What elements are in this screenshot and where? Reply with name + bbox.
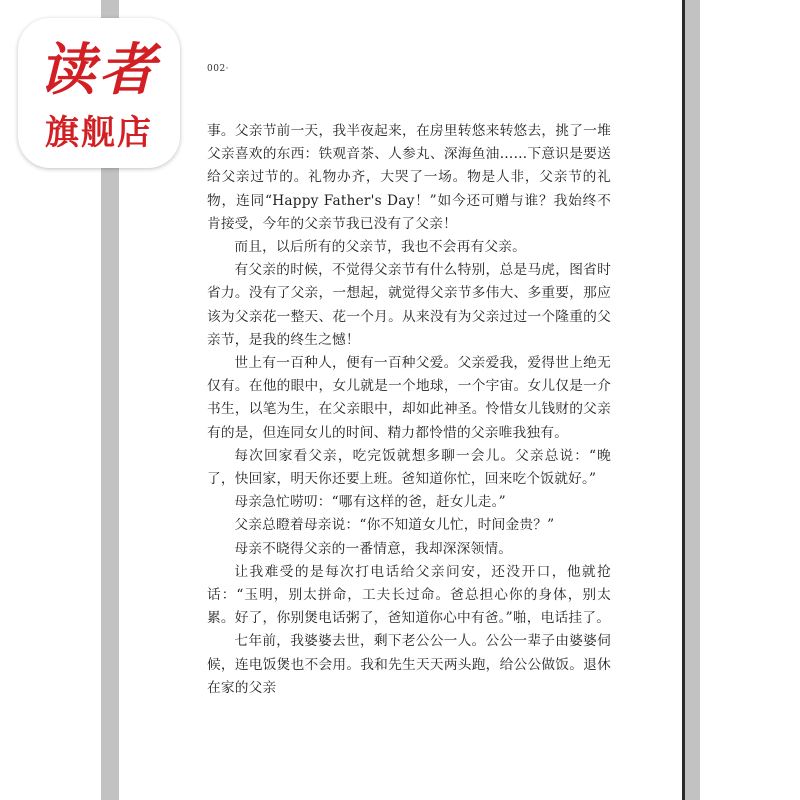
duzhe-store-logo <box>18 18 180 168</box>
book-page <box>119 0 682 800</box>
paragraph: 母亲急忙唠叨：“哪有这样的爸，赶女儿走。” <box>234 494 506 511</box>
paragraph: 而且，以后所有的父亲节，我也不会再有父亲。 <box>234 239 527 256</box>
logo-subtitle: 旗舰店 <box>45 113 153 153</box>
paragraph: 事。父亲节前一天，我半夜起来，在房里转悠来转悠去，挑了一堆父亲喜欢的东西：铁观音茶、人参丸、深海鱼油……下意识是要送给父亲过节的。礼物办齐，大哭了一场。物是人非，父亲节的礼物，连同“Happy Father's Day！”如今还可赠与谁？我始终不肯接受，今年的父亲节我已没有了父亲！ <box>207 123 611 232</box>
paragraph: 让我难受的是每次打电话给父亲问安，还没开口，他就抢话：“玉明，别太拼命，工夫长过命。爸总担心你的身体，别太累。好了，你别煲电话粥了，爸知道你心中有爸。”啪，电话挂了。 <box>207 563 611 627</box>
page-number: 002· <box>207 64 230 74</box>
page-text <box>207 120 611 700</box>
right-page-edge-line <box>682 0 685 800</box>
paragraph: 母亲不晓得父亲的一番情意，我却深深领情。 <box>234 540 513 557</box>
paragraph: 每次回家看父亲，吃完饭就想多聊一会儿。父亲总说：“晚了，快回家，明天你还要上班。爸知道你忙，回来吃个饭就好。” <box>207 447 611 488</box>
paragraph: 世上有一百种人，便有一百种父爱。父亲爱我，爱得世上绝无仅有。在他的眼中，女儿就是一个地球，一个宇宙。女儿仅是一介书生，以笔为生，在父亲眼中，却如此神圣。怜惜女儿钱财的父亲有的是，但连同女儿的时间、精力都怜惜的父亲唯我独有。 <box>207 355 611 441</box>
paragraph: 父亲总瞪着母亲说：“你不知道女儿忙，时间金贵？” <box>234 517 555 534</box>
paragraph: 七年前，我婆婆去世，剩下老公公一人。公公一辈子由婆婆伺候，连电饭煲也不会用。我和先生天天两头跑，给公公做饭。退休在家的父亲 <box>207 633 611 696</box>
logo-title: 读者 <box>39 37 159 103</box>
paragraph: 有父亲的时候，不觉得父亲节有什么特别，总是马虎，图省时省力。没有了父亲，一想起，就觉得父亲节多伟大、多重要，那应该为父亲花一整天、花一个月。从来没有为父亲过过一个隆重的父亲节，是我的终生之憾！ <box>207 262 611 348</box>
